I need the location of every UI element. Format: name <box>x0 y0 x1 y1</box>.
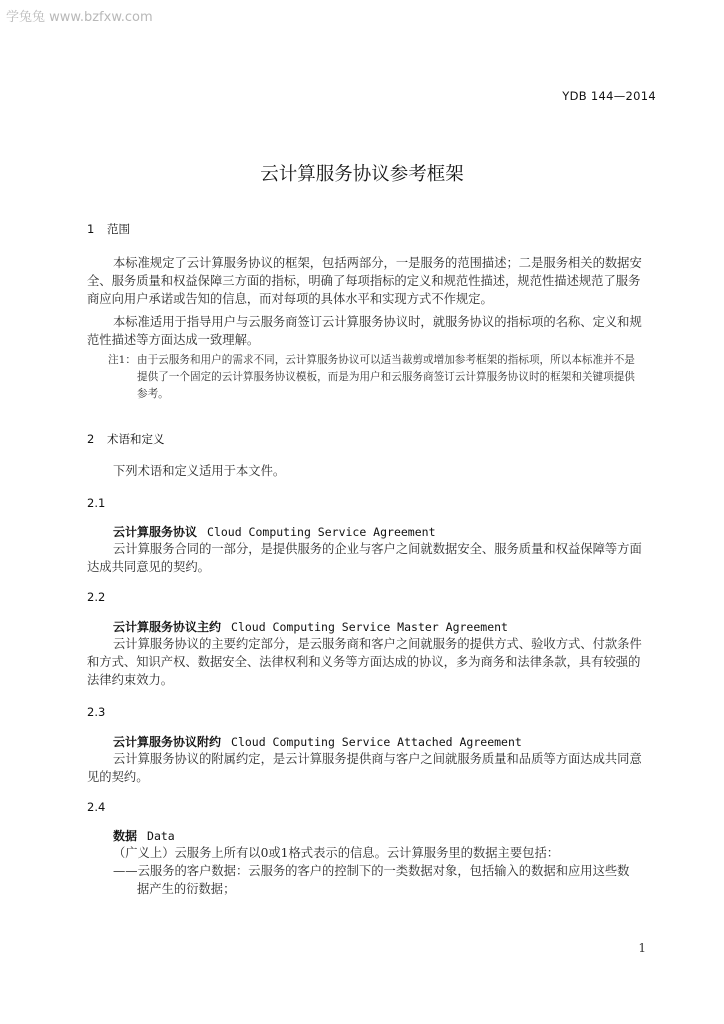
paragraph-line: 商应向用户承诺或告知的信息，而对每项的具体水平和实现方式不作规定。 <box>87 292 493 306</box>
definition-line: 和方式、知识产权、数据安全、法律权利和义务等方面达成的协议，多为商务和法律条款，具有较强的 <box>87 655 641 669</box>
paragraph-line: 范性描述等方面达成一致理解。 <box>87 333 260 347</box>
watermark: 学兔兔 www.bzfxw.com <box>6 10 153 25</box>
document-title: 云计算服务协议参考框架 <box>260 164 464 185</box>
term-en: Data <box>147 829 175 843</box>
term-cn: 数据 <box>113 829 138 843</box>
paragraph-line: 全、服务质量和权益保障三方面的指标，明确了每项指标的定义和规范性描述，规范性描述规范了服务 <box>87 274 641 288</box>
term-cn: 云计算服务协议附约 <box>113 735 222 749</box>
subsection-number: 2.1 <box>87 496 106 510</box>
definition-line: 达成共同意见的契约。 <box>87 560 210 574</box>
section-2-heading <box>87 431 165 447</box>
note-line: 提供了一个固定的云计算服务协议模板，而是为用户和云服务商签订云计算服务协议时的框架和关键项提供 <box>137 371 635 383</box>
term-cn: 云计算服务协议主约 <box>113 620 222 634</box>
list-item: ——云服务的客户数据：云服务的客户的控制下的一类数据对象，包括输入的数据和应用这些数 <box>113 864 630 878</box>
subsection-number: 2.2 <box>87 590 106 604</box>
term-en: Cloud Computing Service Attached Agreement <box>231 735 522 749</box>
definition-line: 云计算服务合同的一部分，是提供服务的企业与客户之间就数据安全、服务质量和权益保障等方面 <box>113 542 642 556</box>
term-heading <box>113 827 175 844</box>
term-heading <box>113 733 522 750</box>
section-number: 2 <box>87 432 95 446</box>
term-en: Cloud Computing Service Master Agreement <box>231 620 508 634</box>
paragraph-line: 本标准规定了云计算服务协议的框架，包括两部分，一是服务的范围描述；二是服务相关的数据安 <box>113 256 642 270</box>
standard-number: YDB 144—2014 <box>562 89 656 103</box>
note-line: 参考。 <box>137 388 169 400</box>
subsection-number: 2.4 <box>87 800 106 814</box>
section-title: 术语和定义 <box>107 432 165 446</box>
section-number: 1 <box>87 222 95 236</box>
note-label: 注1： <box>108 354 136 366</box>
list-item-continuation: 据产生的衍数据； <box>137 882 236 896</box>
term-en: Cloud Computing Service Agreement <box>207 525 436 539</box>
paragraph-line: 本标准适用于指导用户与云服务商签订云计算服务协议时，就服务协议的指标项的名称、定义和规 <box>113 315 642 329</box>
definition-line: 云计算服务协议的附属约定，是云计算服务提供商与客户之间就服务质量和品质等方面达成共同意 <box>113 752 642 766</box>
definition-line: （广义上）云服务上所有以0或1格式表示的信息。云计算服务里的数据主要包括： <box>113 846 560 860</box>
definition-line: 见的契约。 <box>87 770 149 784</box>
definition-line: 云计算服务协议的主要约定部分，是云服务商和客户之间就服务的提供方式、验收方式、付款条件 <box>113 637 642 651</box>
note-line: 由于云服务和用户的需求不同，云计算服务协议可以适当裁剪或增加参考框架的指标项，所以本标准并不是 <box>137 354 635 366</box>
section-intro: 下列术语和定义适用于本文件。 <box>113 464 286 478</box>
definition-line: 法律约束效力。 <box>87 673 174 687</box>
term-heading <box>113 523 436 540</box>
section-1-heading <box>87 221 130 237</box>
term-cn: 云计算服务协议 <box>113 525 198 539</box>
page-number: 1 <box>638 941 646 955</box>
section-title: 范围 <box>107 222 130 236</box>
subsection-number: 2.3 <box>87 705 106 719</box>
term-heading <box>113 618 508 635</box>
